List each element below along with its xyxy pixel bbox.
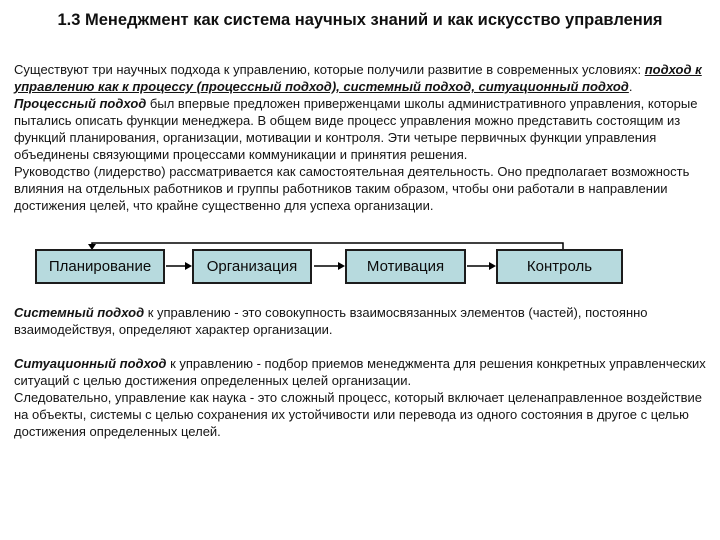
situational-approach-lead: Ситуационный подход	[14, 356, 167, 371]
conclusion-text: Следовательно, управление как наука - это сложный процесс, который включает целенаправленное воздействие на объекты, системы с целью сохранения их устойчивости или перевода из одного состояния в другое с целью достижения определенных целей.	[14, 390, 702, 439]
process-flowchart	[0, 230, 720, 290]
process-approach-text: был впервые предложен приверженцами школы административного управления, которые пытались описать функции менеджера. В общем виде процесс управления можно представить состоящим из функций планирования, организации, мотивации и контроля. Эти четыре первичных функции управления объединены связующими процессами коммуникации и принятия решения.	[14, 96, 698, 162]
intro-tail-text: .	[628, 79, 633, 94]
arrow-right-icon	[314, 262, 345, 270]
upper-text-block	[14, 61, 708, 214]
leadership-text: Руководство (лидерство) рассматривается как самостоятельная деятельность. Оно предполагает возможность влияния на отдельных работников и группы работников таким образом, чтобы они работали в направлении достижения целей, что крайне существенно для успеха организации.	[14, 164, 690, 213]
process-approach-lead: Процессный подход	[14, 96, 147, 111]
intro-regular-text: Существуют три научных подхода к управлению, которые получили развитие в современных условиях:	[14, 62, 645, 77]
process-approach-paragraph	[14, 95, 708, 163]
leadership-paragraph	[14, 163, 708, 214]
situational-approach-paragraph	[14, 355, 708, 389]
arrow-right-icon	[467, 262, 496, 270]
flow-box-organization: Организация	[192, 249, 312, 284]
flow-box-control: Контроль	[496, 249, 623, 284]
arrow-right-icon	[166, 262, 192, 270]
intro-paragraph	[14, 61, 708, 95]
page-title: 1.3 Менеджмент как система научных знаний и как искусство управления	[57, 11, 663, 29]
situational-approach-text: к управлению - подбор приемов менеджмента для решения конкретных управленческих ситуаций с целью достижения определенных целей организации.	[14, 356, 706, 388]
flow-box-planning: Планирование	[35, 249, 165, 284]
system-approach-text: к управлению - это совокупность взаимосвязанных элементов (частей), постоянно взаимодействуя, определяют характер организации.	[14, 305, 648, 337]
lower-text-block	[14, 304, 708, 440]
intro-emphasized-text: подход к управлению как к процессу (процессный подход), системный подход, ситуационный подход	[14, 62, 702, 94]
system-approach-paragraph	[14, 304, 708, 338]
system-approach-lead: Системный подход	[14, 305, 145, 320]
flow-box-motivation: Мотивация	[345, 249, 466, 284]
conclusion-paragraph	[14, 389, 708, 440]
